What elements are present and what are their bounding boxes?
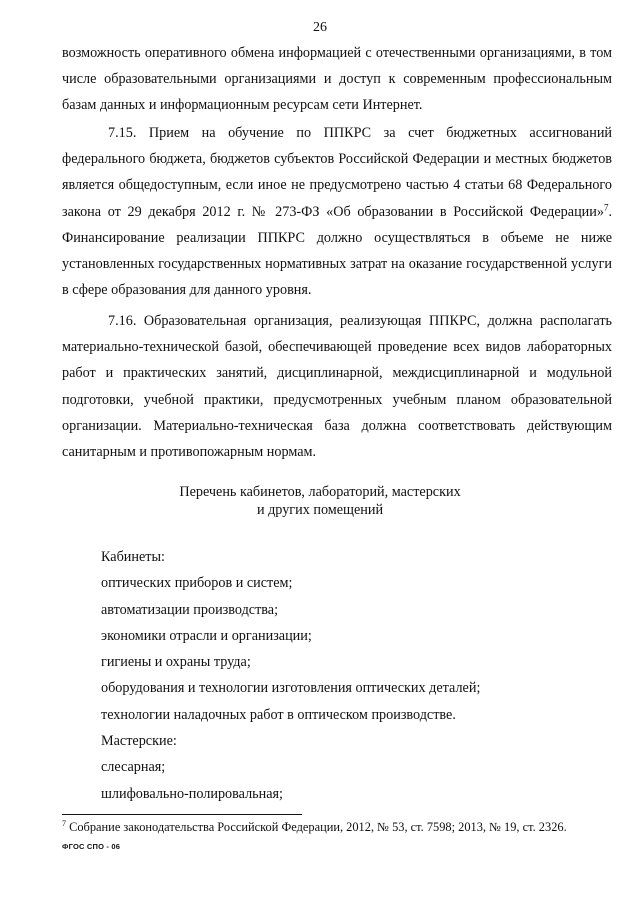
paragraph-7-15	[62, 120, 612, 303]
paragraph-7-15-text	[62, 120, 612, 303]
paragraph-7-16-text: 7.16. Образовательная организация, реализующая ППКРС, должна располагать материально-технической базой, обеспечивающей проведение всех видов лабораторных работ и практических занятий, дисциплинарной, междисциплинарной и модульной подготовки, учебной практики, предусмотренных учебным планом образовательной организации. Материально-техническая база должна соответствовать действующим санитарным и противопожарным нормам.	[62, 313, 612, 461]
list-item: технологии наладочных работ в оптическом производстве.	[101, 706, 456, 723]
paragraph-1	[62, 40, 612, 119]
list-item: оборудования и технологии изготовления оптических деталей;	[101, 680, 481, 697]
paragraph-7-16	[62, 308, 612, 465]
list-item: шлифовально-полировальная;	[101, 785, 283, 802]
list-item: гигиены и охраны труда;	[101, 654, 251, 671]
section-heading-line-1: Перечень кабинетов, лабораторий, мастерских	[179, 484, 461, 500]
premises-list	[101, 544, 480, 807]
list-item: Кабинеты:	[101, 549, 165, 565]
list-item: Мастерские:	[101, 733, 177, 750]
paragraph-7-15-part-2: . Финансирование реализации ППКРС должно осуществляться в объеме не ниже установленных государственных нормативных затрат на оказание государственной услуги в сфере образования для данного уровня.	[62, 203, 612, 299]
section-heading	[0, 483, 640, 519]
list-item: автоматизации производства;	[101, 601, 279, 618]
document-code: ФГОС СПО - 06	[62, 842, 121, 851]
footnote-text: Собрание законодательства Российской Федерации, 2012, № 53, ст. 7598; 2013, № 19, ст. 2326.	[66, 820, 567, 834]
paragraph-7-15-part-1: 7.15. Прием на обучение по ППКРС за счет бюджетных ассигнований федерального бюджета, бюджетов субъектов Российской Федерации и местных бюджетов является общедоступным, если иное не предусмотрено частью 4 статьи 68 Федерального закона от 29 декабря 2012 г. № 273-ФЗ «Об образовании в Российской Федерации»	[62, 125, 612, 220]
paragraph-1-text: возможность оперативного обмена информацией с отечественными организациями, в том числе образовательными организациями и доступ к современным профессиональным базам данных и информационным ресурсам сети Интернет.	[62, 45, 612, 114]
footnote-divider	[62, 814, 302, 815]
list-item: экономики отрасли и организации;	[101, 627, 312, 644]
list-item: оптических приборов и систем;	[101, 575, 293, 592]
list-item: слесарная;	[101, 759, 166, 776]
footnote	[62, 819, 622, 835]
footnote-mark: 7	[62, 818, 66, 828]
footnote-reference: 7	[603, 201, 609, 212]
section-heading-line-2: и других помещений	[256, 502, 384, 518]
page-number: 26	[313, 20, 327, 35]
